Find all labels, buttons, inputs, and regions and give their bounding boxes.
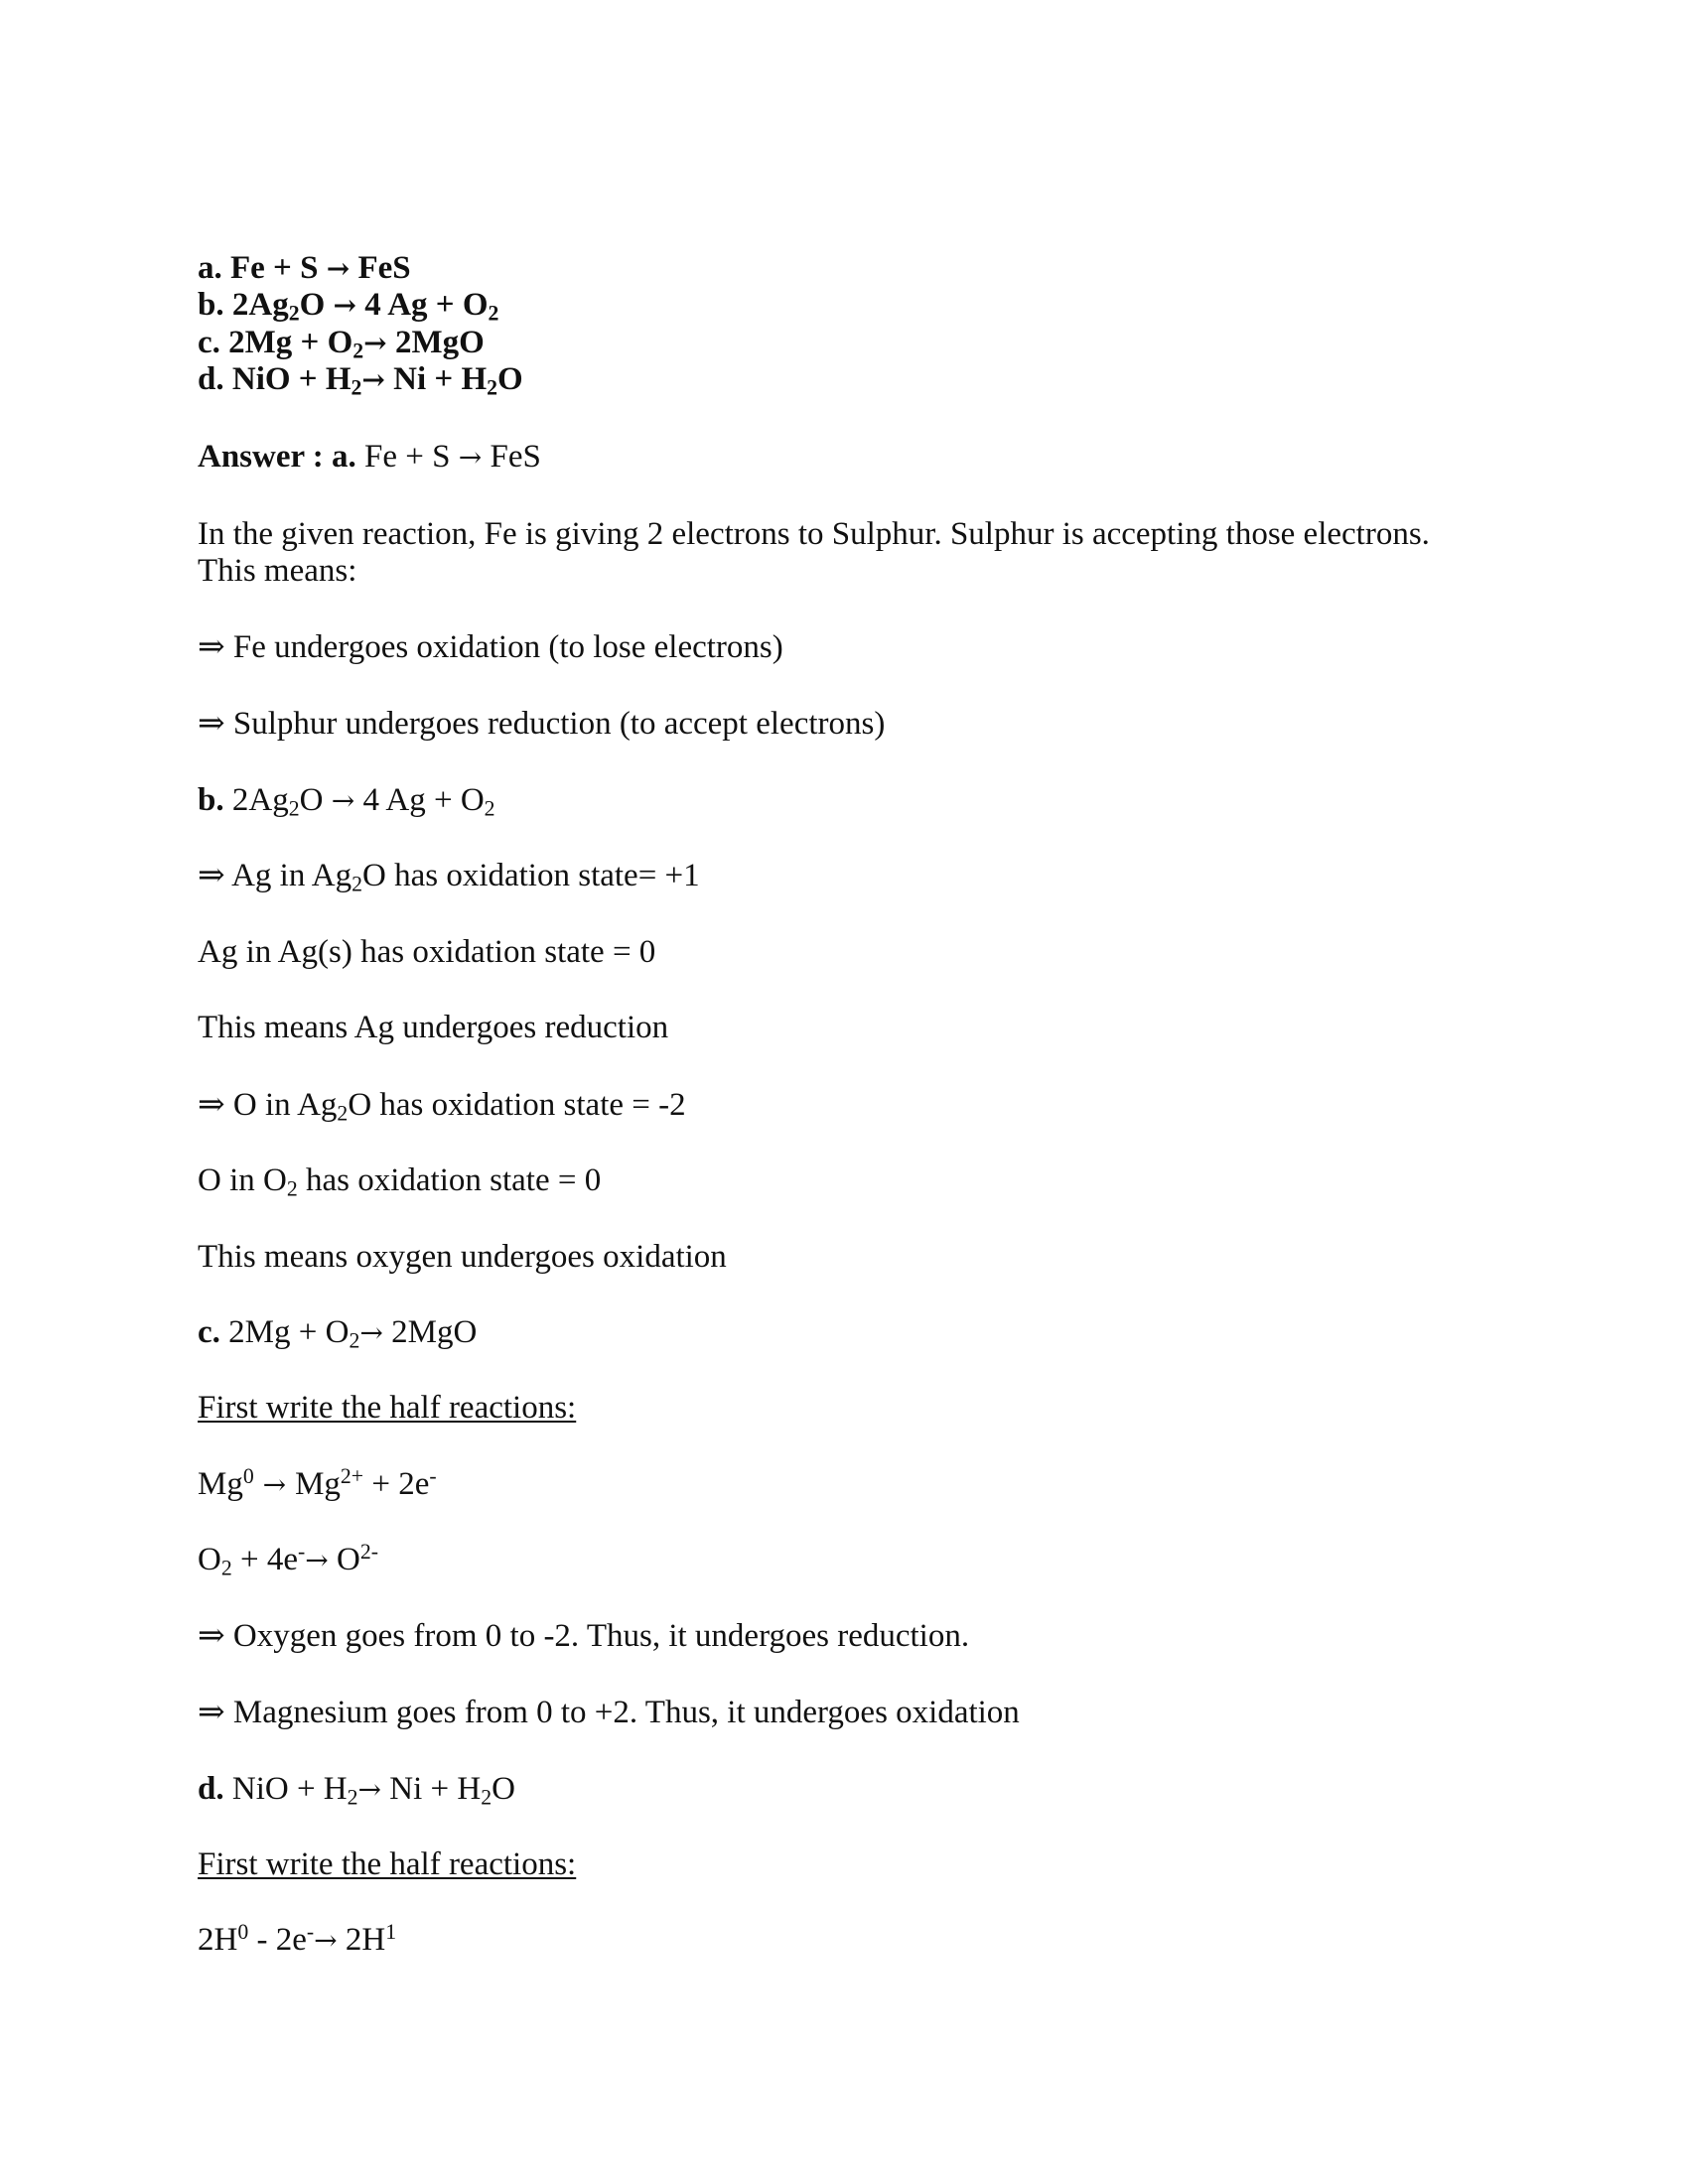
label: b. bbox=[198, 782, 224, 818]
label: b. bbox=[198, 287, 224, 323]
ag-oxidation-state bbox=[198, 857, 700, 894]
text: Mg bbox=[198, 1466, 243, 1502]
text: Fe undergoes oxidation (to lose electrons) bbox=[224, 629, 783, 665]
o-conclusion: This means oxygen undergoes oxidation bbox=[198, 1239, 727, 1275]
text: Ni + H bbox=[381, 1771, 482, 1807]
implies-icon: ⇒ bbox=[198, 706, 225, 742]
magnesium-note bbox=[198, 1694, 1020, 1731]
arrow-icon: → bbox=[333, 289, 357, 322]
implies-icon: ⇒ bbox=[198, 858, 225, 893]
text: Sulphur undergoes reduction (to accept electrons) bbox=[224, 706, 886, 742]
superscript: - bbox=[298, 1540, 306, 1565]
text: O bbox=[492, 1771, 515, 1807]
text: Oxygen goes from 0 to -2. Thus, it undergoes reduction. bbox=[224, 1618, 970, 1654]
intro-line-1: In the given reaction, Fe is giving 2 electrons to Sulphur. Sulphur is accepting those electrons. bbox=[198, 516, 1430, 552]
superscript: - bbox=[306, 1920, 315, 1945]
text: Fe + S bbox=[230, 250, 327, 286]
text: 2H bbox=[337, 1922, 386, 1958]
part-d-equation bbox=[198, 1770, 515, 1809]
arrow-icon: → bbox=[326, 252, 351, 285]
h-half-reaction bbox=[198, 1921, 396, 1960]
text: 2Mg + O bbox=[219, 1314, 350, 1350]
subscript: 2 bbox=[337, 1101, 349, 1126]
implies-icon: ⇒ bbox=[198, 1087, 225, 1123]
text: Magnesium goes from 0 to +2. Thus, it undergoes oxidation bbox=[224, 1695, 1020, 1730]
text: Mg bbox=[295, 1466, 341, 1502]
superscript: 0 bbox=[237, 1920, 249, 1945]
subscript: 2 bbox=[352, 872, 362, 896]
implies-icon: ⇒ bbox=[198, 1618, 225, 1654]
part-c-heading: First write the half reactions: bbox=[198, 1390, 577, 1426]
subscript: 2 bbox=[351, 375, 362, 400]
part-b-equation bbox=[198, 781, 495, 820]
subscript: 2 bbox=[349, 1328, 360, 1353]
question-d bbox=[198, 360, 523, 399]
text: 4 Ag + O bbox=[354, 782, 485, 818]
superscript: 2- bbox=[359, 1540, 378, 1565]
text: 2MgO bbox=[386, 325, 485, 360]
subscript: 2 bbox=[481, 1785, 492, 1810]
subscript: 2 bbox=[286, 1176, 298, 1201]
text: O has oxidation state = -2 bbox=[348, 1087, 686, 1123]
text: O in Ag bbox=[224, 1087, 338, 1123]
subscript: 2 bbox=[288, 796, 300, 821]
ag-conclusion: This means Ag undergoes reduction bbox=[198, 1010, 669, 1045]
text: NiO + H bbox=[223, 1771, 348, 1807]
answer-label: Answer : a. bbox=[198, 439, 356, 475]
label: d. bbox=[198, 361, 224, 397]
arrow-icon: → bbox=[331, 784, 355, 817]
text: has oxidation state = 0 bbox=[297, 1162, 602, 1198]
text: - 2e bbox=[248, 1922, 307, 1958]
answer-heading bbox=[198, 438, 541, 477]
arrow-icon: → bbox=[357, 1773, 382, 1806]
subscript: 2 bbox=[347, 1785, 358, 1810]
text: Ni + H bbox=[384, 361, 488, 397]
part-c-equation bbox=[198, 1313, 477, 1352]
sulphur-reduction-note bbox=[198, 705, 885, 743]
intro-line-2: This means: bbox=[198, 553, 357, 589]
arrow-icon: → bbox=[305, 1544, 329, 1576]
label: c. bbox=[198, 325, 220, 360]
o2-half-reaction bbox=[198, 1541, 378, 1579]
text: + 4e bbox=[231, 1542, 298, 1577]
oxygen-note bbox=[198, 1617, 969, 1655]
implies-icon: ⇒ bbox=[198, 1695, 225, 1730]
text: O in O bbox=[198, 1162, 287, 1198]
arrow-icon: → bbox=[253, 1468, 296, 1501]
text: 2Ag bbox=[231, 287, 289, 323]
arrow-icon: → bbox=[314, 1924, 338, 1957]
part-d-heading: First write the half reactions: bbox=[198, 1846, 577, 1882]
superscript: - bbox=[429, 1464, 437, 1489]
o2-oxidation-state bbox=[198, 1161, 601, 1199]
question-c bbox=[198, 324, 485, 362]
text: O has oxidation state= +1 bbox=[362, 858, 700, 893]
ag-solid-state: Ag in Ag(s) has oxidation state = 0 bbox=[198, 934, 656, 970]
arrow-icon: → bbox=[458, 441, 483, 474]
text: FeS bbox=[482, 439, 541, 475]
text: O bbox=[497, 361, 523, 397]
mg-half-reaction bbox=[198, 1465, 437, 1504]
question-a bbox=[198, 249, 411, 288]
text: Ag in Ag bbox=[224, 858, 352, 893]
implies-icon: ⇒ bbox=[198, 629, 225, 665]
subscript: 2 bbox=[288, 301, 300, 326]
subscript: 2 bbox=[484, 796, 495, 821]
text: NiO + H bbox=[231, 361, 352, 397]
text: O bbox=[198, 1542, 221, 1577]
label: c. bbox=[198, 1314, 220, 1350]
arrow-icon: → bbox=[363, 327, 387, 359]
text: + 2e bbox=[363, 1466, 430, 1502]
text: 4 Ag + O bbox=[356, 287, 489, 323]
text: FeS bbox=[350, 250, 411, 286]
arrow-icon: → bbox=[359, 1316, 383, 1349]
text: O bbox=[299, 782, 332, 818]
subscript: 2 bbox=[487, 375, 498, 400]
arrow-icon: → bbox=[361, 363, 385, 396]
text: O bbox=[299, 287, 334, 323]
superscript: 0 bbox=[242, 1464, 254, 1489]
text: 2Mg + O bbox=[228, 325, 353, 360]
text: 2MgO bbox=[382, 1314, 478, 1350]
text: 2H bbox=[198, 1922, 238, 1958]
label: a. bbox=[198, 250, 222, 286]
subscript: 2 bbox=[220, 1556, 232, 1580]
text: 2Ag bbox=[223, 782, 289, 818]
subscript: 2 bbox=[488, 301, 499, 326]
fe-oxidation-note bbox=[198, 628, 783, 666]
label: d. bbox=[198, 1771, 224, 1807]
text: Fe + S bbox=[355, 439, 459, 475]
o-oxidation-state bbox=[198, 1086, 686, 1124]
text: O bbox=[328, 1542, 360, 1577]
superscript: 2+ bbox=[340, 1464, 364, 1489]
question-b bbox=[198, 286, 498, 325]
superscript: 1 bbox=[385, 1920, 397, 1945]
subscript: 2 bbox=[352, 339, 364, 363]
